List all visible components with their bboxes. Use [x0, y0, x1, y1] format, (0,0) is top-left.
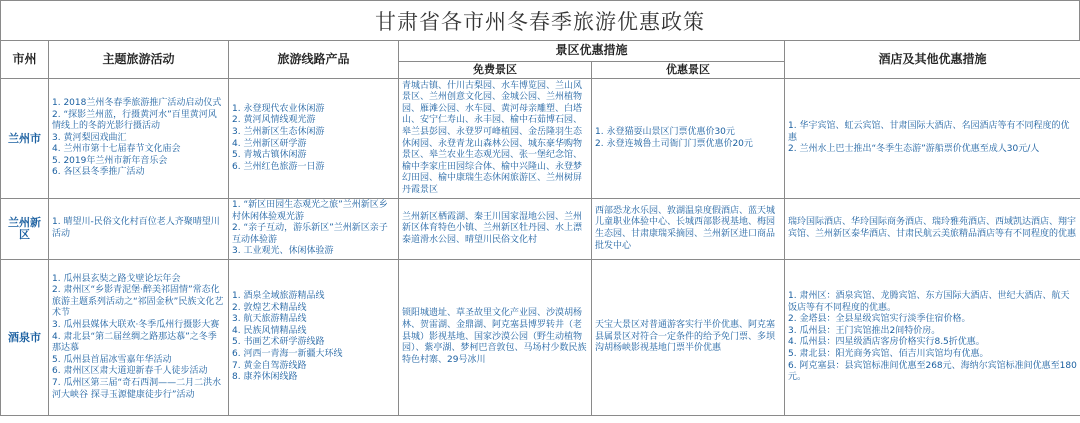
table-row	[1, 79, 1080, 199]
list-item: 3. 瓜州县：王门宾馆推出2间特价房。	[788, 325, 941, 336]
list-item: 2. 兰州水上巴士推出“冬季生态游”游船票价优惠至成人30元/人	[788, 144, 1040, 155]
list-item: 4. 瓜州县：四星级酒店客房价格实行8.5折优惠。	[788, 337, 985, 348]
list-item: 3. 工业观光、休闲体验游	[232, 246, 334, 257]
list-item: 3. 黄河梨园戏曲汇	[52, 132, 127, 143]
list-item: 2. 永登连城鲁土司衙门门票优惠价20元	[595, 138, 753, 149]
list-item: 2. 黄河风情线观光游	[232, 115, 316, 126]
list-item: 7. 瓜州区第三届“奇石西洞——二月二洪水河大峡谷 探寻玉源健康徒步行”活动	[52, 378, 222, 400]
list-item: 1. 酒泉全域旅游精品线	[232, 291, 325, 302]
list-item: 2. 金塔县：全县星级宾馆实行淡季住宿价格。	[788, 314, 971, 325]
header-free: 免费景区	[399, 62, 592, 79]
list-item: 7. 黄金自驾游线路	[232, 360, 307, 371]
hotels-cell	[785, 79, 1080, 199]
list-item: 1. 永登现代农业休闲游	[232, 103, 325, 114]
city-cell: 酒泉市	[1, 259, 49, 415]
list-item: 1. 瓜州县玄奘之路戈壁论坛年会	[52, 273, 181, 284]
free-scenic-cell	[399, 199, 592, 260]
list-item: 西部恐龙水乐园、敦湖温泉度假酒店、蓝天城儿童职业体验中心、长城西部影视基地、梅园生态园、甘肃康瑞采摘园、兰州新区进口商品批发中心	[595, 205, 776, 251]
header-scenic: 景区优惠措施	[399, 41, 785, 62]
list-item: 6. 兰州红色旅游一日游	[232, 161, 325, 172]
list-item: 4. 民族风情精品线	[232, 325, 307, 336]
routes-cell	[229, 79, 399, 199]
list-item: 2. “探影兰州蓝，行摄黄河水”百里黄河风情线上的冬韵光影行摄活动	[52, 109, 217, 132]
free-scenic-cell	[399, 259, 592, 415]
list-item: 6. 各区县冬季推广活动	[52, 167, 145, 178]
header-row	[1, 41, 1080, 62]
routes-cell	[229, 199, 399, 260]
hotels-cell	[785, 259, 1080, 415]
list-item: 3. 航天旅游精品线	[232, 314, 307, 325]
list-item: 1. 晴望川-民俗文化村百位老人齐聚晴望川活动	[52, 217, 220, 239]
list-item: 4. 肃北县“第二届丝绸之路那达慕”之冬季那达慕	[52, 331, 217, 354]
list-item: 青城古镇、什川古梨园、水车博览园、兰山风景区、兰州创意文化园、金城公园、兰州植物园、雁滩公园、水车园、黄河母亲雕塑、白塔山、安宁仁寿山、永丰园、榆中石茹博石园、皋兰县彭园、永登罗可峰植园、金岳隆羽生态休闲园、永登青龙山森林公园、城东豪华购物景区、皋兰农业生态观光园、张一堡纪念馆、榆中李家庄田园综合体、榆中兴隆山、永登梦幻田园、榆中康瑞生态休闲旅游区、兰州树屏丹霞景区	[402, 80, 583, 195]
routes-cell	[229, 259, 399, 415]
free-scenic-cell	[399, 79, 592, 199]
list-item: 锁阳城遗址、草圣故里文化产业园、沙漠胡杨林、贺雷湖、金鼎湖、阿克塞县博罗转井（老县城）影视基地、国家沙漠公园（野生动植物园）、紫亭湖、梦柯巴音敦包、马场村少数民族特色村寨、29号冰川	[402, 308, 587, 365]
list-item: 5. 青城古镇休闲游	[232, 150, 307, 161]
list-item: 6. 肃州区区肃大道迎新春千人徒步活动	[52, 366, 208, 377]
list-item: 2. “亲子互动，游乐新区”兰州新区亲子互动体验游	[232, 223, 388, 245]
list-item: 5. 肃北县：阳光商务宾馆、佰吉川宾馆均有优惠。	[788, 349, 989, 360]
header-routes: 旅游线路产品	[229, 41, 399, 79]
list-item: 6. 河西一青海一新疆大环线	[232, 349, 343, 360]
header-city: 市州	[1, 41, 49, 79]
list-item: 1. 永登猫耍山景区门票优惠价30元	[595, 126, 735, 137]
list-item: 2. 肃州区“乡影青泥堡·醉美祁固情”常态化旅游主题系列活动之“祁固金秋”民族文化艺术节	[52, 285, 224, 319]
discount-scenic-cell	[592, 79, 785, 199]
page-title-bar	[0, 0, 1080, 40]
header-activities: 主题旅游活动	[49, 41, 229, 79]
policy-table	[0, 40, 1080, 416]
list-item: 3. 兰州新区生态休闲游	[232, 126, 325, 137]
list-item: 8. 康养休闲线路	[232, 372, 298, 383]
hotels-cell	[785, 199, 1080, 260]
list-item: 瑞玲国际酒店、华玲国际商务酒店、瑞玲雅苑酒店、西域凯达酒店、翔宇宾馆、兰州新区泰华酒店、甘肃民航云美旅精品酒店等有不同程度的优惠	[788, 217, 1077, 239]
table-row	[1, 259, 1080, 415]
list-item: 1. “新区田园生态观光之旅”兰州新区乡村休闲体验观光游	[232, 200, 388, 222]
list-item: 5. 瓜州县首届冰雪嘉年华活动	[52, 354, 172, 365]
list-item: 4. 兰州新区研学游	[232, 138, 307, 149]
page-title: 甘肃省各市州冬春季旅游优惠政策	[375, 9, 705, 34]
list-item: 3. 瓜州县媒体大联欢·冬季瓜州行摄影大赛	[52, 320, 220, 331]
table-row	[1, 199, 1080, 260]
list-item: 兰州新区栖霞湖、秦王川国家湿地公园、兰州新区体育特色小镇、兰州新区牡丹园、水上漂泰道滑水公园、晴望川民俗文化村	[402, 211, 583, 245]
header-hotels: 酒店及其他优惠措施	[785, 41, 1080, 79]
header-discount: 优惠景区	[592, 62, 785, 79]
discount-scenic-cell	[592, 199, 785, 260]
list-item: 6. 阿克塞县：县宾馆标准间优惠至268元、海纳尔宾馆标准间优惠至180元。	[788, 360, 1077, 383]
list-item: 天宝大景区对普通游客实行半价优惠、阿克塞县属景区对符合一定条件的给予免门票、多坝沟胡杨峡影视基地门票半价优惠	[595, 320, 776, 354]
activities-cell	[49, 199, 229, 260]
city-cell: 兰州新区	[1, 199, 49, 260]
list-item: 1. 2018兰州冬春季旅游推广活动启动仪式	[52, 97, 222, 108]
activities-cell	[49, 79, 229, 199]
list-item: 2. 敦煌艺术精品线	[232, 302, 307, 313]
activities-cell	[49, 259, 229, 415]
list-item: 1. 肃州区：酒泉宾馆、龙腾宾馆、东方国际大酒店、世纪大酒店、航天饭店等有不同程度的优惠。	[788, 291, 1070, 313]
list-item: 5. 书画艺术研学游线路	[232, 337, 325, 348]
list-item: 4. 兰州市第十七届春节文化庙会	[52, 144, 181, 155]
list-item: 1. 华宇宾馆、虹云宾馆、甘肃国际大酒店、名园酒店等有不同程度的优惠	[788, 121, 1070, 143]
list-item: 5. 2019年兰州市新年音乐会	[52, 155, 168, 166]
discount-scenic-cell	[592, 259, 785, 415]
city-cell: 兰州市	[1, 79, 49, 199]
